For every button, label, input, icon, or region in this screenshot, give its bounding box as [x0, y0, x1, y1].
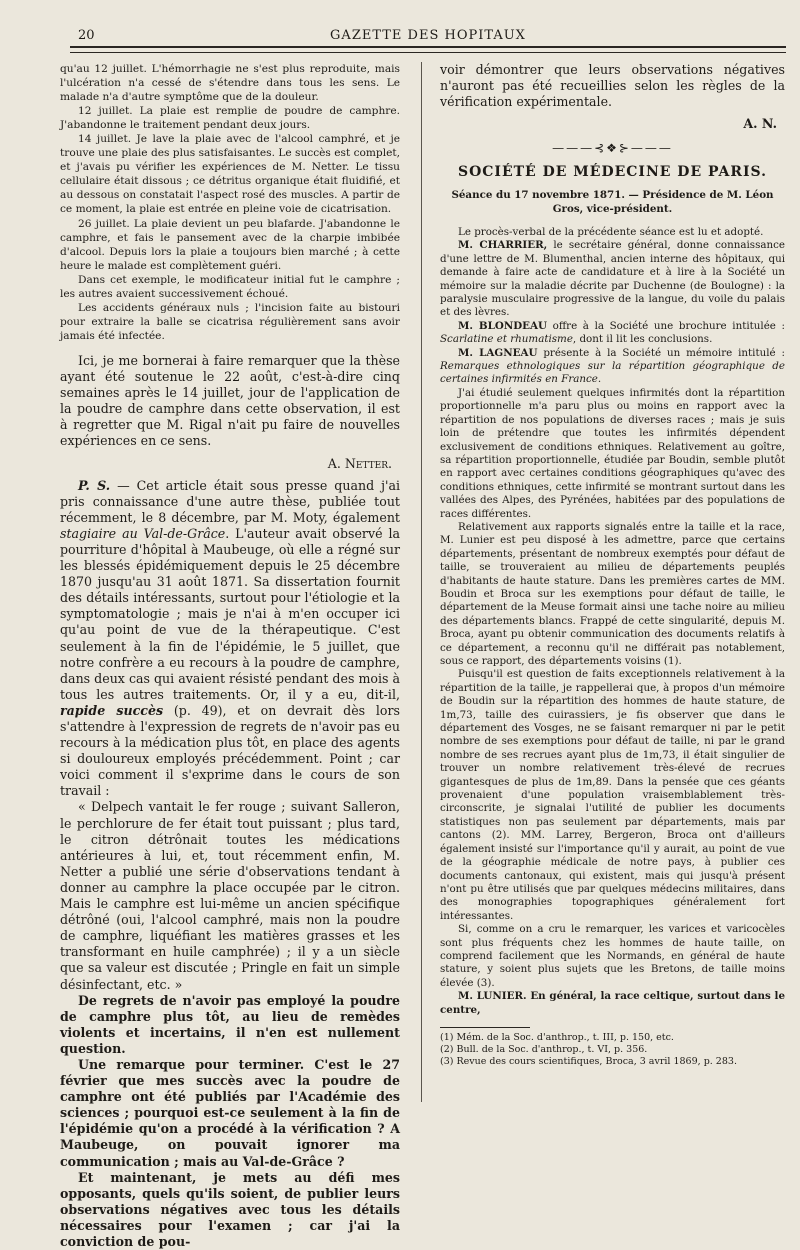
footnote: (2) Bull. de la Soc. d'anthrop., t. VI, p. 356. [440, 1043, 648, 1055]
paragraph [440, 990, 785, 1017]
column-divider [421, 62, 422, 1102]
text: Remarques ethnologiques sur la répartition géographique de certaines infirmités en France. [440, 360, 785, 386]
paragraph: Les accidents généraux nuls ; l'incision faite au bistouri pour extraire la balle se cicatrisa régulièrement sans avoir jamais été infectée. [60, 301, 400, 342]
postscript-paragraph [60, 478, 400, 800]
text: le secrétaire général, donne connaissance d'une lettre de M. Blumenthal, ancien interne des hôpitaux, qui demande à faire acte de candidature et à lire à la Société un mémoire sur la maladie décrite par Duchenne (de Boulogne) : la paralysie musculaire progressive de la langue, du voile du palais et des lèvres. [440, 239, 786, 319]
speaker-name: M. LAGNEAU [458, 346, 538, 359]
speaker-name: M. LUNIER. [458, 990, 527, 1003]
paragraph: qu'au 12 juillet. L'hémorrhagie ne s'est plus reproduite, mais l'ulcération n'a cessé de s'étendre dans tous les sens. Le malade n'a d'autre symptôme que de la douleur. [60, 63, 400, 104]
paragraph: Puisqu'il est question de faits exceptionnels relativement à la répartition de la taille, je rappellerai que, à propos d'un mémoire de Boudin sur la répartition des hommes de haute stature, de 1m,73, taille des cuirassiers, je fis observer que dans le département des Vosges, ne se faisant remarquer ni par le petit nombre de ses exemptions pour défaut de taille, ni par le grand nombre de ses recrues ayant plus de 1m,73, il était singulier de trouver un nombre relativement très-élevé de recrues gigantesques de plus de 1m,89. Dans la pensée que ces géants provenaient d'une population vraisemblablement très-circonscrite, je signalai l'utilité de publier les documents statistiques non pas seulement par départements, mais par cantons (2). MM. Larrey, Bergeron, Broca ont d'ailleurs également insisté sur l'importance qu'il y aurait, au point de vue de la géographie médicale de notre pays, à publier ces documents cantonaux, qui existent, mais qui jusqu'à présent n'ont pu être utilisés que par quelques médecins militaires, dans des monographies topographiques généralement fort intéressantes. [440, 668, 785, 922]
left-column [60, 62, 400, 1250]
section-title: SOCIÉTÉ DE MÉDECINE DE PARIS. [457, 163, 768, 180]
paragraph: Relativement aux rapports signalés entre la taille et la race, M. Lunier est peu disposé à les admettre, parce que certains départements, présentant de nombreux exemptés pour défaut de taille, se trouveraient au milieu de départements peuplés d'habitants de haute stature. Dans les premières cartes de MM. Boudin et Broca sur les exemptions pour défaut de taille, le département de la Meuse formait ainsi une tache noire au milieu des départements blancs. Frappé de cette singularité, depuis M. Broca, ayant pu obtenir communication des documents relatifs à ce département, a reconnu qu'il ne différait pas notablement, sous ce rapport, des départements voisins (1). [440, 520, 785, 667]
paragraph: Ici, je me bornerai à faire remarquer que la thèse ayant été soutenue le 22 août, c'est-à-dire cinq semaines après le 14 juillet, jour de l'application de la poudre de camphre dans cette observation, il est à regretter que M. Rigal n'ait pu faire de nouvelles expériences en ce sens. [60, 352, 400, 449]
paragraph [440, 320, 785, 347]
paragraph: voir démontrer que leurs observations négatives n'auront pas été recueillies selon les règles de la vérification expérimentale. [440, 62, 785, 110]
text: rapide succès [60, 702, 164, 718]
paragraph: J'ai étudié seulement quelques infirmités dont la répartition proportionnelle m'a paru plus ou moins en rapport avec la répartition de nos populations de diverses races ; mais je suis loin de prétendre que toutes les infirmités dépendent exclusivement de conditions ethniques. Relativement au goître, sa répartition proportionnelle, étudiée par Boudin, semble plutôt en rapport avec certaines conditions géographiques qu'avec des conditions ethniques, cette infirmité se montrant surtout dans les vallées des Alpes, des Pyrénées, habitées par des populations de races différentes. [440, 386, 785, 520]
paragraph: Une remarque pour terminer. C'est le 27 février que mes succès avec la poudre de camphre ont été publiés par l'Académie des sciences ; pourquoi est-ce seulement à la fin de l'épidémie qu'on a procédé à la vérification ? A Maubeuge, on pouvait ignorer ma communication ; mais au Val-de-Grâce ? [60, 1056, 400, 1169]
footnote-rule [440, 1027, 530, 1028]
text: présente à la Société un mémoire intitulé : [537, 346, 785, 359]
text: (p. 49), et on devrait dès lors s'attendre à l'expression de regrets de n'avoir pas eu recours à la médication plus tôt, en place des agents si douloureux employés précédemment. Point ; car voici comment il s'exprime dans le cours de son travail : [60, 702, 400, 799]
speaker-name: M. CHARRIER, [458, 239, 548, 252]
paragraph: De regrets de n'avoir pas employé la poudre de camphre plus tôt, au lieu de remèdes violents et incertains, il n'en est nullement question. [60, 992, 400, 1056]
signature: A. Netter. [327, 455, 392, 471]
paragraph: Si, comme on a cru le remarquer, les varices et varicocèles sont plus fréquents chez les hommes de haute taille, on comprend facilement que les Normands, en général de haute stature, y soient plus sujets que les Bretons, de taille moins élevée (3). [440, 923, 785, 989]
ornament-divider: ———⊰❖⊱——— [552, 141, 673, 156]
page-header [70, 24, 786, 48]
text: , dont il lit les conclusions. [572, 333, 713, 346]
paragraph: Le procès-verbal de la précédente séance est lu et adopté. [458, 226, 764, 238]
paragraph: 26 juillet. La plaie devient un peu blafarde. J'abandonne le camphre, et fais le pansement avec de la charpie imbibée d'alcool. Depuis lors la plaie a toujours bien marché ; à cette heure le malade est complètement guéri. [60, 217, 400, 272]
running-title: GAZETTE DES HOPITAUX [330, 28, 526, 43]
text: stagiaire au Val-de-Grâce [60, 525, 226, 541]
paragraph: Et maintenant, je mets au défi mes opposants, quels qu'ils soient, de publier leurs observations négatives avec tous les détails nécessaires pour l'examen ; car j'ai la conviction de pou- [60, 1169, 400, 1249]
text: — Cet article était sous presse quand j'ai pris connaissance d'une autre thèse, publiée tout récemment, le 8 décembre, par M. Moty, également [60, 477, 401, 525]
text: En général, la race celtique, surtout dans le centre, [440, 990, 786, 1016]
ps-label: P. S. [78, 477, 111, 493]
text: . L'auteur avait observé la pourriture d'hôpital à Maubeuge, où elle a régné sur les blessés épidémiquement depuis le 25 décembre 1870 jusqu'au 31 août 1871. Sa dissertation fournit des détails intéressants, surtout pour l'étiologie et la symptomatologie ; mais je n'ai à m'en occuper ici qu'au point de vue de la thérapeutique. C'est seulement à la fin de l'épidémie, le 5 juillet, que notre confrère a eu recours à la poudre de camphre, dans deux cas qui avaient résisté pendant des mois à tous les autres traitements. Or, il y a eu, dit-il, [60, 525, 400, 702]
paragraph [440, 347, 785, 387]
footnote: (3) Revue des cours scientifiques, Broca, 3 avril 1869, p. 283. [440, 1055, 737, 1067]
footnote: (1) Mém. de la Soc. d'anthrop., t. III, p. 150, etc. [440, 1031, 674, 1043]
text: offre à la Société une brochure intitulée : [547, 319, 785, 332]
speaker-name: M. BLONDEAU [458, 319, 547, 332]
signature: A. N. [743, 116, 777, 132]
paragraph: 12 juillet. La plaie est remplie de poudre de camphre. J'abandonne le traitement pendant deux jours. [60, 105, 400, 132]
text: Scarlatine et rhumatisme [440, 333, 573, 346]
session-heading: Séance du 17 novembre 1871. — Présidence de M. Léon Gros, vice-président. [451, 189, 774, 215]
paragraph: 14 juillet. Je lave la plaie avec de l'alcool camphré, et je trouve une plaie des plus satisfaisantes. Le succès est complet, et j'avais pu vérifier les expériences de M. Netter. Le tissu cellulaire était dissous ; ce détritus organique était fluidifié, et au dessous on constatait l'aspect rosé des muscles. A partir de ce moment, la plaie est entrée en pleine voie de cicatrisation. [60, 133, 400, 216]
page-number: 20 [78, 28, 95, 43]
header-rule [70, 52, 786, 53]
paragraph [440, 239, 785, 319]
right-column [440, 62, 785, 1068]
quote-paragraph: « Delpech vantait le fer rouge ; suivant Salleron, le perchlorure de fer était tout puissant ; plus tard, le citron détrônait toutes les médications antérieures à lui, et, tout récemment enfin, M. Netter a publié une série d'observations tendant à donner au camphre la place occupée par le citron. Mais le camphre est lui-même un ancien spécifique détrôné (oui, l'alcool camphré, mais non la poudre de camphre, liquéfiant les matières grasses et les transformant en huile camphrée) ; il y a un siècle que sa valeur est discutée ; Pringle en fait un simple désinfectant, etc. » [60, 799, 400, 992]
paragraph: Dans cet exemple, le modificateur initial fut le camphre ; les autres avaient successivement échoué. [60, 273, 400, 300]
